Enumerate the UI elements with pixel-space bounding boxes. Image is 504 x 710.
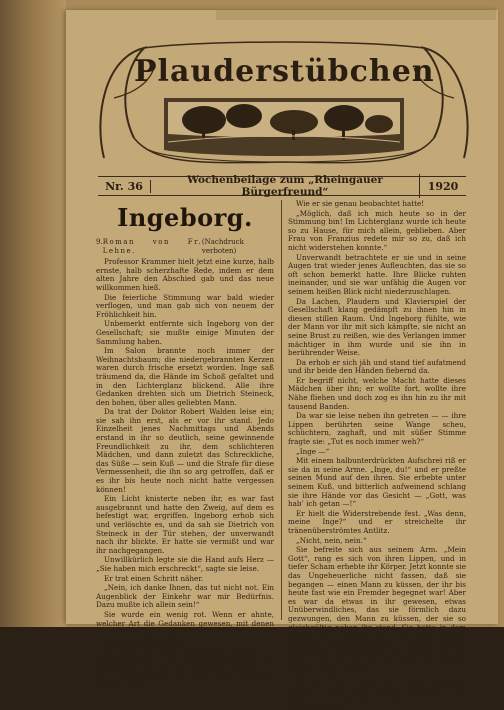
paragraph: Professor Krammer hielt jetzt eine kurze, halb ernste, halb scherzhafte Rede, indem er dem alten Jahre den Abschied gab und das neue willkommen hieß. bbox=[96, 257, 274, 292]
reprint-notice: (Nachdruck verboten) bbox=[201, 238, 244, 255]
right-column bbox=[288, 199, 466, 710]
paragraph: Die feierliche Stimmung war bald wieder verflogen, und man gab sich von neuem der Fröhlichkeit hin. bbox=[96, 292, 274, 319]
paragraph: „Nein, ich danke Ihnen, das tut nicht not. Ein Augenblick der Einkehr war mir Bedürfnis. Dazu mußte ich allein sein!“ bbox=[96, 583, 274, 610]
paragraph: Er zog ihr die Hände vom Gesicht und hielt sie fest. „Du du, warum weinst du denn? Nicht weinen!“ Er kam die Tränen nicht sehen, du holdes Mädchen.“ bbox=[288, 675, 466, 710]
story-title: Ingeborg. bbox=[117, 203, 253, 232]
story-byline bbox=[96, 238, 274, 255]
installment-number: 9. bbox=[96, 238, 103, 246]
paragraph: Ein Licht knisterte neben ihr, es war fast ausgebrannt und hatte den Zweig, auf dem es befestigt war, ergriffen. Ingeborg erhob sich und verlöschte es, und da sah sie Dietrich von Steineck in der Tür stehen, der unverwandt nach ihr blickte. Er hatte sie vermißt und war ihr nachgegangen. bbox=[96, 494, 274, 555]
issue-info-bar bbox=[98, 176, 466, 196]
paragraph: Sie befreite sich aus seinem Arm. „Mein Gott“, rang es sich von ihren Lippen, und in tiefer Scham erhebte ihr Körper. Jetzt konnte sie das Ungeheuerliche nicht fassen, daß sie begangen — einen Mann zu küssen, der ihr bis heute fast wie ein Fremder begegnet war! Aber es war da etwas in ihr gewesen, etwas Unüberwindliches, das sie förmlich dazu gezwungen, den Mann zu küssen, der sie so gleichgültig neben ihr stand. Sie hatte in dem Manne, der ihr doch nur ein ferner Freund gewesen, jenen Mann der Welt, ihres ihr Sehnen erfüllenden Herzens, dem ein Nichts, der ihr gefiel; hatte ihn geliebt, so lange Sie Tränen, kam ihr ersten Sehen! bbox=[288, 545, 466, 675]
left-column bbox=[96, 200, 274, 690]
issue-number: Nr. 36 bbox=[98, 180, 151, 193]
paragraph: Unbemerkt entfernte sich Ingeborg von der Gesellschaft; sie mußte einige Minuten der Sammlung haben. bbox=[96, 319, 274, 346]
paragraph: Unwillkürlich legte sie die Hand aufs Herz — „Sie haben mich erschreckt“, sagte sie leise. bbox=[96, 555, 274, 573]
paragraph: Da war sie leise neben ihn getreten — — ihre Lippen berührten seine Wange scheu, schüchtern, zaghaft, und mit süßer Stimme fragte sie: „Tut es noch immer weh?“ bbox=[288, 411, 466, 447]
paragraph: Sie wurde ein wenig rot. Wenn er ahnte, welcher Art die Gedanken gewesen, mit denen sie sich beschäftigt hatte. bbox=[96, 609, 274, 637]
left-column-text bbox=[96, 258, 274, 690]
paragraph: Er trat einen Schritt näher. bbox=[104, 573, 204, 583]
paragraph: Da Lachen, Plaudern und Klavierspiel der Gesellschaft klang gedämpft zu ihnen hin in diesen stillen Raum. Und Ingeborg fühlte, wie der Mann vor ihr mit sich kämpfte, sie nicht an seine Brust zu reißen, wie des Verlangen immer mächtiger in ihm wurde und sie ihn in berührender Weise. bbox=[288, 296, 466, 358]
paragraph: Er begriff nicht, welche Macht hatte dieses Mädchen über ihn; er wollte fort, wollte ihre Nähe fliehen und doch zog es ihn hin zu ihr mit tausend Banden. bbox=[288, 375, 466, 411]
paragraph: „Inge —“ bbox=[296, 446, 330, 456]
adjacent-page-scrap bbox=[216, 10, 496, 20]
paragraph: Da trat der Doktor Robert Walden leise ein; sie sah ihn erst, als er vor ihr stand. Jedo Einzelheit jenes Nachmittags und Abends erstand in ihr so deutlich, seine gewinnende Freundlichkeit zu ihr, dem schlichteren Mädchen, und dann zuletzt das Schreckliche, das Süße — sein Kuß — und die Strafe für diese Vermessenheit, die ihn so arg getroffen, daß er es ihr bis heute noch nicht hatte vergessen können! bbox=[96, 407, 274, 494]
story-author: Roman von Fr. Lehne. bbox=[102, 238, 202, 255]
paragraph: Mit einem halbunterdrückten Aufschrei riß er sie da in seine Arme. „Inge, du!“ und er preßte seinen Mund auf den ihren. Sie erbebte unter seinem Kuß, und bitterlich aufweinend schlang sie ihre Hände vor das Gesicht — „Gott, was hab’ ich getan —!“ bbox=[288, 456, 466, 509]
right-column-text bbox=[288, 200, 466, 710]
masthead-title: Plauderstübchen bbox=[134, 54, 435, 89]
paragraph: Da erhob er sich jäh und stand tief aufatmend und ihr beide den Händen fiebernd da. bbox=[288, 357, 466, 376]
paragraph: „Möglich, daß ich mich heute so in der Stimmung bin! Im Lichterglanz wurde ich heute so zu Hause, für mich allein, geblieben. Aber Frau von Franzius redete mir so zu, daß ich nicht widerstehen konnte.“ bbox=[288, 208, 466, 252]
masthead bbox=[94, 38, 474, 168]
supplement-subtitle: Wochenbeilage zum „Rheingauer Bürgerfreund“ bbox=[151, 174, 420, 198]
paragraph: Wie er sie genau beobachtet hatte! bbox=[296, 199, 425, 208]
paragraph: Unverwandt betrachtete er sie und in seine Augen trat wieder jenes Aufleuchten, das sie so oft schon bemerkt hatte. Ihre Blicke ruhten ineinander, und sie war unfähig die Augen vor seinem heißen Blick nicht niederzuschlagen. bbox=[288, 252, 466, 296]
paragraph: Im Salon brannte noch immer der Weihnachtsbaum; die niedergebrannten Kerzen waren durch frische ersetzt worden. Inge saß träumend da, die Hände im Schoß gefaltet und in den Lichterglanz blickend. Alle ihre Gedanken drehten sich um Dietrich Steineck, den hohen, über alles geliebten Mann. bbox=[96, 346, 274, 407]
paragraph: „So darf ich einen Augenblick bleiben?“ Er zog einen Stuhl zu sich heran und setzte sich ihr gegenüber. „Sie sind so ernst heute abend — — ja, so widersprechen Sie nicht. Ihre Heiterkeit ist nicht echt.“ bbox=[96, 646, 274, 690]
paragraph: „Nicht, nein, nein.“ bbox=[296, 535, 367, 545]
issue-year: 1920 bbox=[427, 179, 459, 193]
article-columns bbox=[96, 199, 468, 710]
paragraph: Er hielt die Widerstrebende fest. „Was denn, meine Inge?“ und er streichelte ihr tränenüberströmtes Antlitz. bbox=[288, 508, 466, 535]
paragraph: Sie schüttelte den Kopf. bbox=[104, 636, 192, 646]
column-divider bbox=[281, 200, 282, 620]
newspaper-sheet bbox=[66, 10, 498, 710]
adjacent-page-strip bbox=[0, 0, 66, 627]
